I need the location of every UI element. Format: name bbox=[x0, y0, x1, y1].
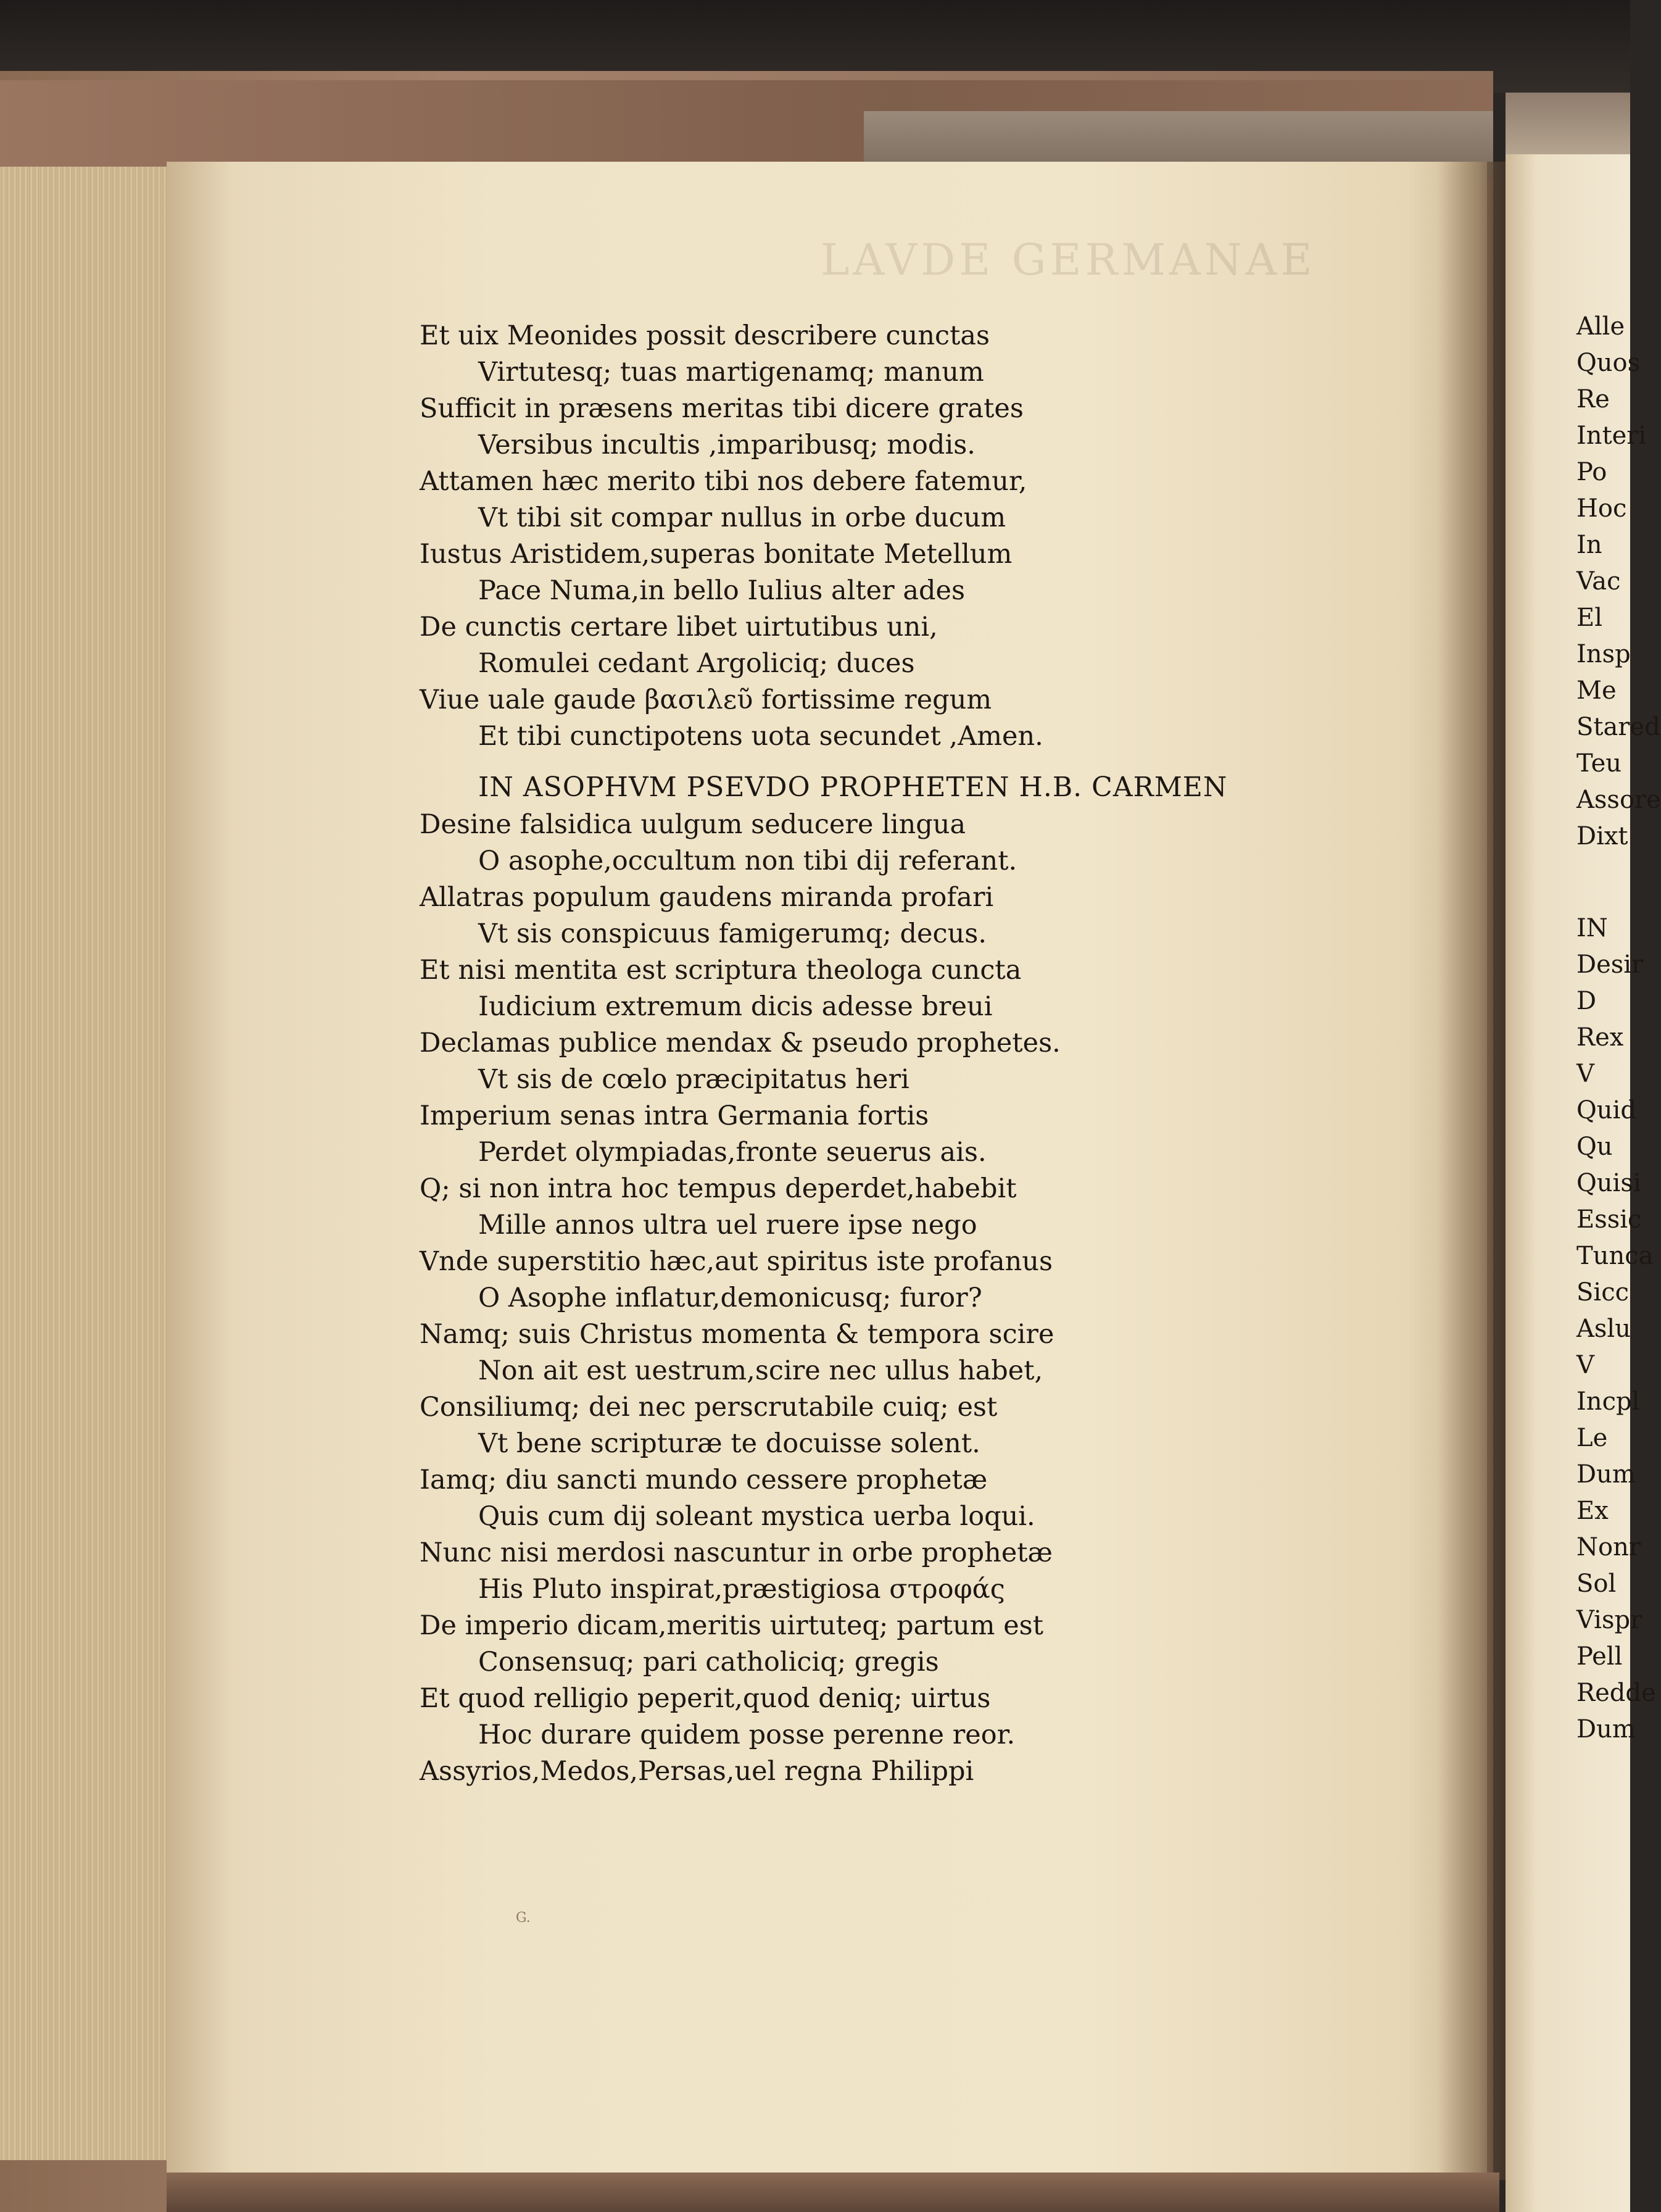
fragment-line: Quos bbox=[1576, 349, 1641, 377]
fragment-line: Interi bbox=[1576, 422, 1647, 450]
verse-line: De imperio dicam,meritis uirtuteq; partum est bbox=[420, 1610, 1044, 1641]
verse-line: Versibus incultis ,imparibusq; modis. bbox=[478, 430, 975, 460]
verse-line: Et tibi cunctipotens uota secundet ,Amen. bbox=[478, 721, 1043, 752]
fragment-line: Essic bbox=[1576, 1205, 1642, 1234]
verse-line: Vt sis conspicuus famigerumq; decus. bbox=[478, 918, 987, 949]
verse-line: Consensuq; pari catholiciq; gregis bbox=[478, 1647, 939, 1678]
fragment-line: Stared bbox=[1576, 713, 1660, 741]
fragment-line: Insp bbox=[1576, 640, 1631, 668]
verse-line: Iudicium extremum dicis adesse breui bbox=[478, 991, 993, 1022]
verse-line: Sufficit in præsens meritas tibi dicere grates bbox=[420, 393, 1024, 424]
bleed-through-heading: LAVDE GERMANAE bbox=[821, 235, 1316, 285]
fragment-line: Sol bbox=[1576, 1570, 1617, 1598]
fragment-line: Sicc bbox=[1576, 1278, 1629, 1307]
fragment-line: Aslu bbox=[1576, 1315, 1631, 1343]
verse-line: Iamq; diu sancti mundo cessere prophetæ bbox=[420, 1465, 988, 1495]
opening-lines bbox=[420, 318, 1419, 755]
verse-line: Vnde superstitio hæc,aut spiritus iste profanus bbox=[420, 1246, 1053, 1277]
verse-line: De cunctis certare libet uirtutibus uni, bbox=[420, 612, 938, 642]
fragment-line: Le bbox=[1576, 1424, 1608, 1452]
fragment-line: Re bbox=[1576, 385, 1610, 414]
fragment-line: IN bbox=[1576, 914, 1608, 942]
verse-line: O asophe,occultum non tibi dij referant. bbox=[478, 846, 1017, 876]
verse-line: Declamas publice mendax & pseudo prophetes. bbox=[420, 1028, 1061, 1058]
verse-line: His Pluto inspirat,præstigiosa στροφάς bbox=[478, 1574, 1005, 1605]
fragment-line: Quisi bbox=[1576, 1169, 1641, 1197]
verse-line: O Asophe inflatur,demonicusq; furor? bbox=[478, 1283, 982, 1313]
verse-line: Iustus Aristidem,superas bonitate Metellum bbox=[420, 539, 1013, 570]
verse-line: Allatras populum gaudens miranda profari bbox=[420, 882, 994, 913]
fragment-line: Dum bbox=[1576, 1715, 1636, 1744]
fragment-line: Dixt bbox=[1576, 822, 1628, 850]
poem-heading: IN ASOPHVM PSEVDO PROPHETEN H.B. CARMEN bbox=[478, 771, 1228, 803]
verse-line: Consiliumq; dei nec perscrutabile cuiq; est bbox=[420, 1392, 998, 1423]
verse-line: Romulei cedant Argoliciq; duces bbox=[478, 648, 915, 679]
verse-line: Et nisi mentita est scriptura theologa cuncta bbox=[420, 955, 1022, 986]
fragment-line: Po bbox=[1576, 458, 1607, 486]
verse-line: Q; si non intra hoc tempus deperdet,habebit bbox=[420, 1173, 1017, 1204]
verse-line: Vt tibi sit compar nullus in orbe ducum bbox=[478, 502, 1006, 533]
verse-line: Vt bene scripturæ te docuisse solent. bbox=[478, 1428, 980, 1459]
poem-body bbox=[420, 807, 1419, 1790]
fragment-line: Rex bbox=[1576, 1023, 1624, 1052]
fragment-line: Pell bbox=[1576, 1642, 1623, 1671]
verse-line: Et quod relligio peperit,quod deniq; uirtus bbox=[420, 1683, 991, 1714]
verse-line: Et uix Meonides possit describere cunctas bbox=[420, 320, 990, 351]
fragment-line: Teu bbox=[1576, 749, 1622, 778]
fragment-line: Incpl bbox=[1576, 1387, 1640, 1416]
verse-line: Imperium senas intra Germania fortis bbox=[420, 1100, 929, 1131]
fragment-line: Vispr bbox=[1576, 1606, 1642, 1634]
signature-mark: G. bbox=[516, 1910, 531, 1926]
fragment-line: Hoc bbox=[1576, 494, 1627, 523]
fragment-line: V bbox=[1576, 1060, 1594, 1088]
fragment-line: Nonr bbox=[1576, 1533, 1641, 1561]
verse-line: Mille annos ultra uel ruere ipse nego bbox=[478, 1210, 977, 1241]
verse-line: Namq; suis Christus momenta & tempora scire bbox=[420, 1319, 1054, 1350]
fragment-line: Tunca bbox=[1576, 1242, 1654, 1270]
fragment-line: Ex bbox=[1576, 1497, 1609, 1525]
page-edges bbox=[0, 167, 179, 2160]
verse-line: Viue uale gaude βασιλεῦ fortissime regum bbox=[420, 684, 992, 715]
fragment-line: Redde bbox=[1576, 1679, 1656, 1707]
next-page-fragments bbox=[1576, 309, 1661, 1748]
poem-text bbox=[420, 318, 1419, 1790]
verse-line: Virtutesq; tuas martigenamq; manum bbox=[478, 357, 984, 388]
verse-line: Quis cum dij soleant mystica uerba loqui. bbox=[478, 1501, 1035, 1532]
verse-line: Attamen hæc merito tibi nos debere fatemur, bbox=[420, 466, 1027, 497]
fragment-line: El bbox=[1576, 604, 1602, 632]
verse-line: Assyrios,Medos,Persas,uel regna Philippi bbox=[420, 1756, 974, 1787]
fragment-line: Alle bbox=[1576, 312, 1625, 341]
fragment-line: Quid bbox=[1576, 1096, 1636, 1125]
fragment-line: V bbox=[1576, 1351, 1594, 1379]
fragment-line: In bbox=[1576, 531, 1602, 559]
fragment-line: Assore bbox=[1576, 786, 1661, 814]
fragment-gap bbox=[1576, 855, 1632, 910]
fragment-line: Vac bbox=[1576, 567, 1621, 596]
fragment-line: Desir bbox=[1576, 950, 1644, 979]
fragment-line: D bbox=[1576, 987, 1597, 1015]
verse-line: Desine falsidica uulgum seducere lingua bbox=[420, 809, 966, 840]
book-bottom-edge bbox=[167, 2172, 1499, 2212]
fragment-line: Dum bbox=[1576, 1460, 1636, 1489]
verse-line: Nunc nisi merdosi nascuntur in orbe prophetæ bbox=[420, 1537, 1053, 1568]
verse-line: Non ait est uestrum,scire nec ullus habet, bbox=[478, 1355, 1043, 1386]
verse-line: Perdet olympiadas,fronte seuerus ais. bbox=[478, 1137, 987, 1168]
verse-line: Pace Numa,in bello Iulius alter ades bbox=[478, 575, 966, 606]
fragment-line: Qu bbox=[1576, 1133, 1613, 1161]
binding-edge-right bbox=[1506, 93, 1630, 160]
verse-line: Vt sis de cœlo præcipitatus heri bbox=[478, 1064, 909, 1095]
fragment-line: Me bbox=[1576, 676, 1617, 705]
verse-line: Hoc durare quidem posse perenne reor. bbox=[478, 1719, 1016, 1750]
